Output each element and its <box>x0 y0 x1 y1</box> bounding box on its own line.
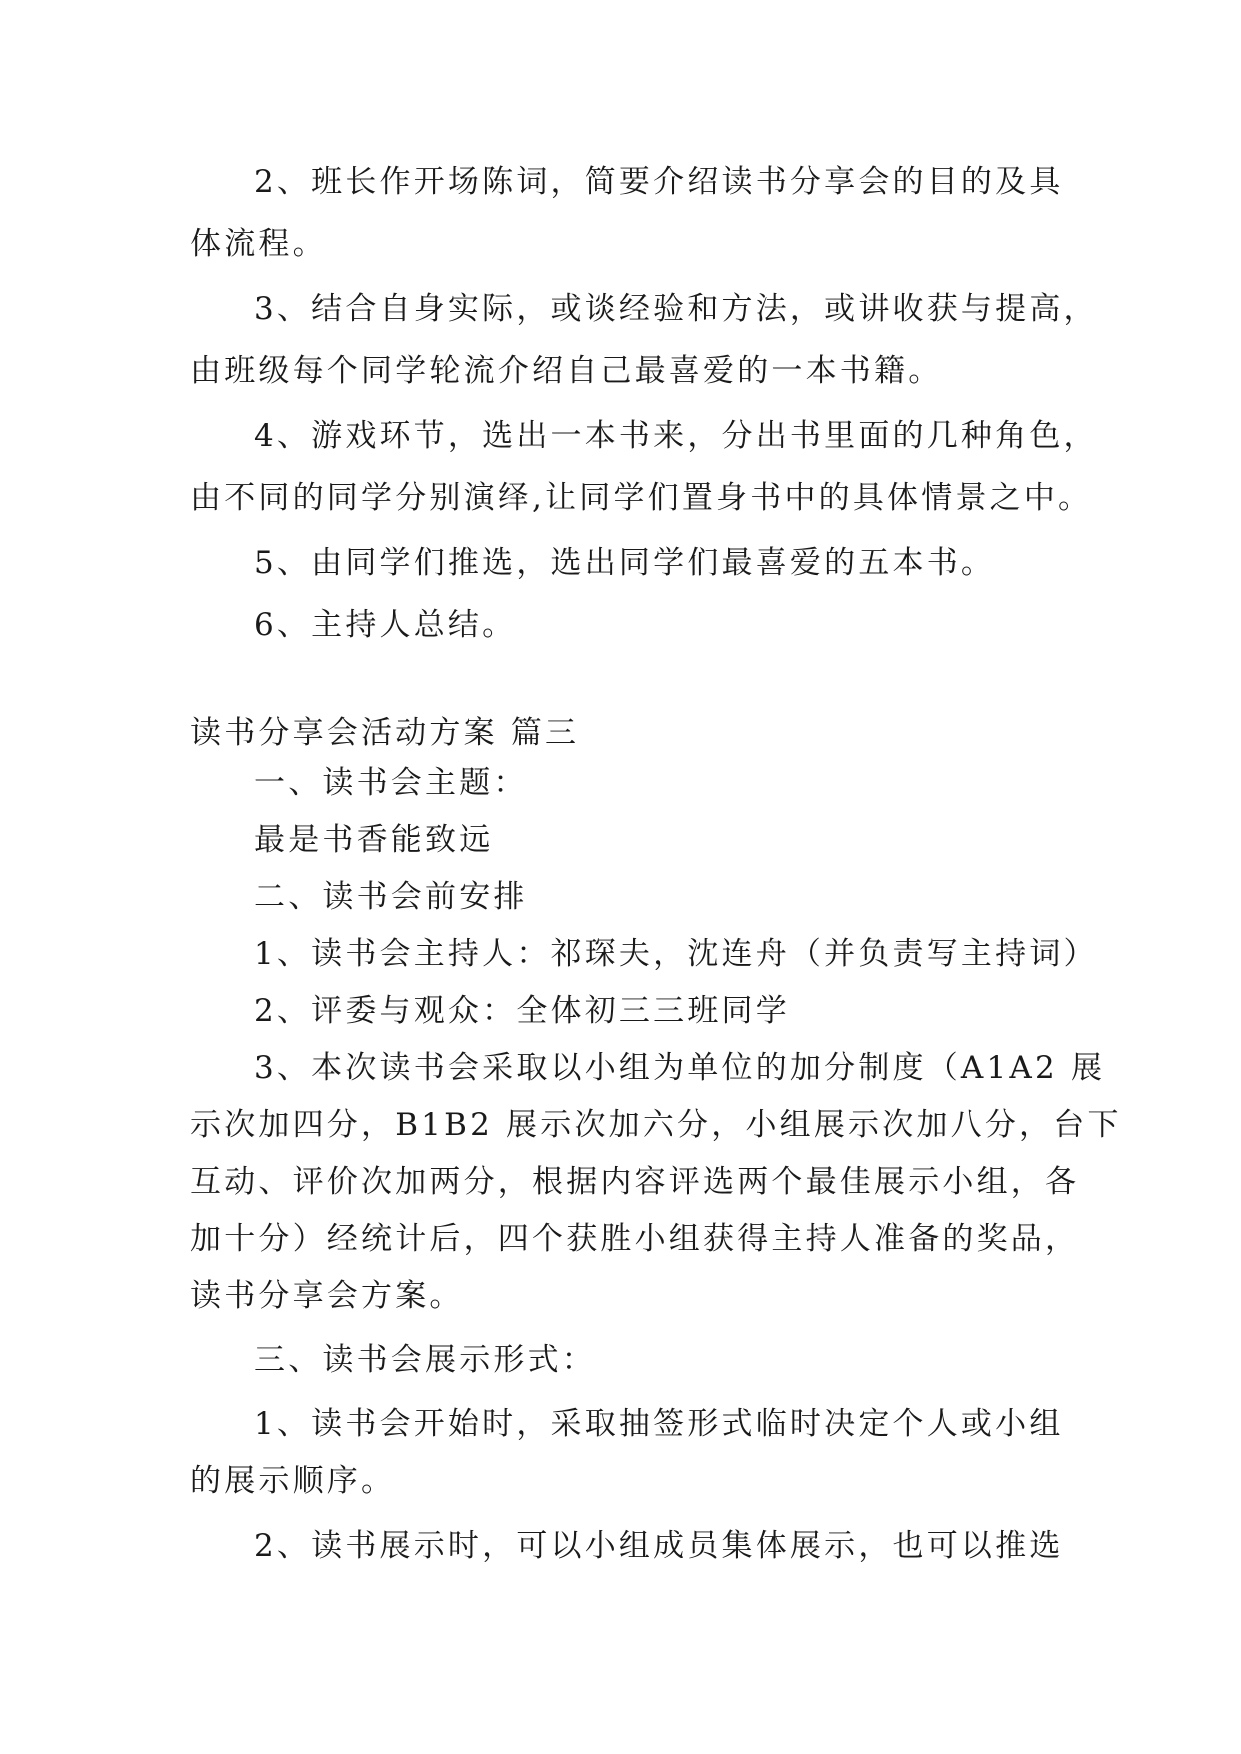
paragraph-line: 1、读书会主持人：祁琛夫，沈连舟（并负责写主持词） <box>254 936 1098 972</box>
paragraph-line: 互动、评价次加两分，根据内容评选两个最佳展示小组，各 <box>190 1164 1080 1200</box>
paragraph-line: 的展示顺序。 <box>190 1463 396 1499</box>
paragraph-line: 体流程。 <box>190 226 327 262</box>
paragraph-line: 由班级每个同学轮流介绍自己最喜爱的一本书籍。 <box>190 353 943 389</box>
paragraph-line: 5、由同学们推选，选出同学们最喜爱的五本书。 <box>254 545 996 581</box>
paragraph-line: 一、读书会主题： <box>254 765 528 801</box>
paragraph-line: 示次加四分，B1B2 展示次加六分，小组展示次加八分，台下 <box>190 1107 1122 1143</box>
paragraph-line: 读书分享会方案。 <box>190 1278 464 1314</box>
paragraph-line: 三、读书会展示形式： <box>254 1342 596 1378</box>
section-heading: 读书分享会活动方案 篇三 <box>190 715 580 751</box>
paragraph-line: 由不同的同学分别演绎,让同学们置身书中的具体情景之中。 <box>190 480 1093 516</box>
paragraph-line: 4、游戏环节，选出一本书来，分出书里面的几种角色， <box>254 418 1098 454</box>
paragraph-line: 1、读书会开始时，采取抽签形式临时决定个人或小组 <box>254 1406 1064 1442</box>
paragraph-line: 二、读书会前安排 <box>254 879 528 915</box>
paragraph-line: 2、评委与观众：全体初三三班同学 <box>254 993 790 1029</box>
paragraph-line: 加十分）经统计后，四个获胜小组获得主持人准备的奖品， <box>190 1221 1080 1257</box>
paragraph-line: 3、结合自身实际，或谈经验和方法，或讲收获与提高， <box>254 291 1098 327</box>
paragraph-line: 2、班长作开场陈词，简要介绍读书分享会的目的及具 <box>254 164 1064 200</box>
paragraph-line: 3、本次读书会采取以小组为单位的加分制度（A1A2 展 <box>254 1050 1106 1086</box>
paragraph-line: 2、读书展示时，可以小组成员集体展示，也可以推选 <box>254 1528 1064 1564</box>
paragraph-line: 最是书香能致远 <box>254 822 494 858</box>
paragraph-line: 6、主持人总结。 <box>254 607 517 643</box>
